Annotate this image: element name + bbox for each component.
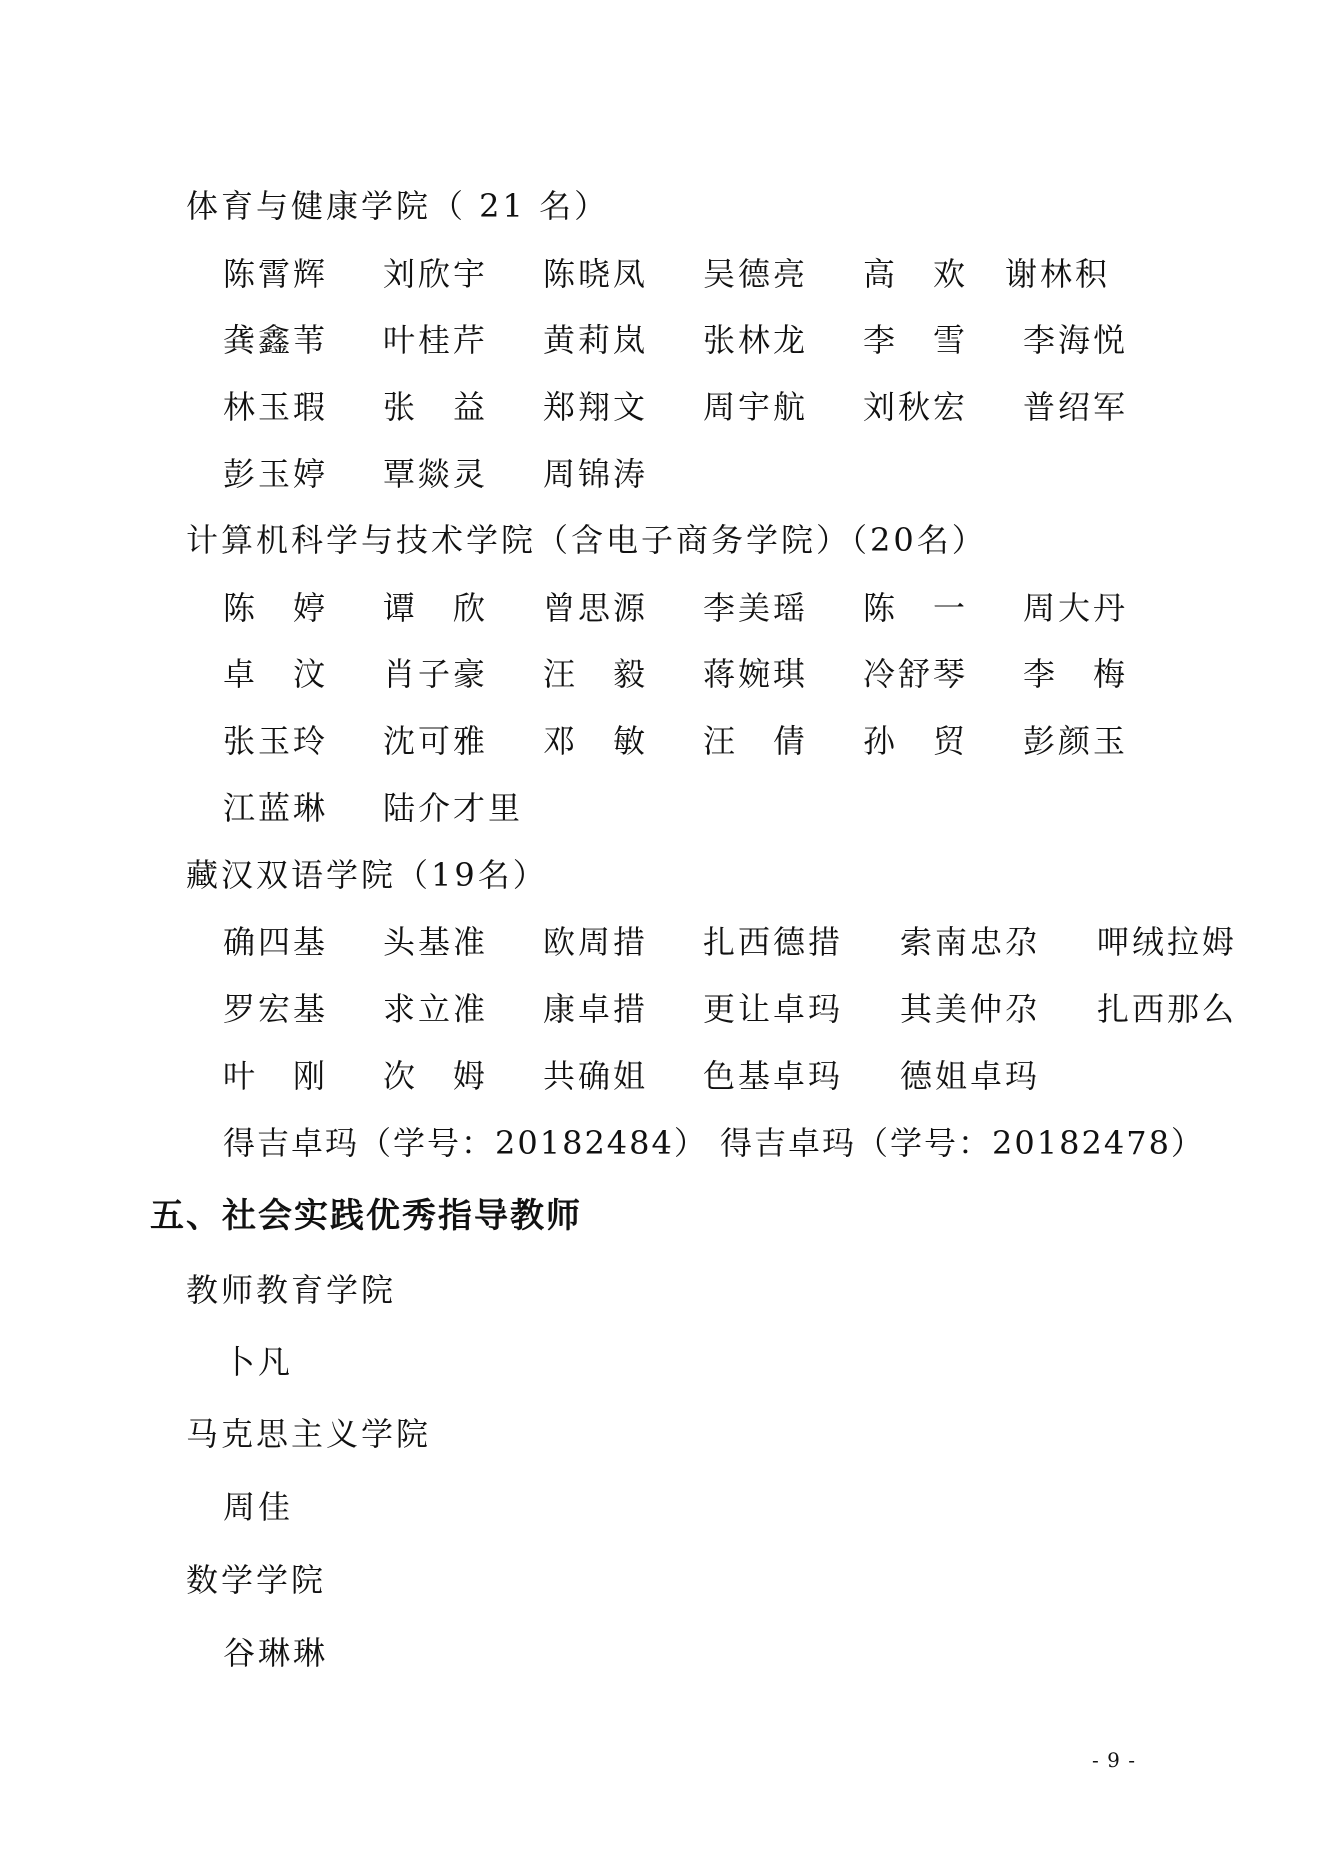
name-item: 周大丹 bbox=[1023, 589, 1129, 627]
name-item: 周宇航 bbox=[703, 388, 809, 426]
name-item: 彭玉婷 bbox=[223, 455, 329, 493]
group-heading-tibetan-chinese: 藏汉双语学院（19名） bbox=[186, 856, 548, 894]
name-item: 陆介才里 bbox=[383, 789, 524, 827]
name-item: 次 姆 bbox=[383, 1057, 489, 1095]
name-item: 陈晓凤 bbox=[543, 255, 649, 293]
group-heading-sports: 体育与健康学院（ 21 名） bbox=[186, 187, 610, 225]
name-item: 张林龙 bbox=[703, 321, 809, 359]
name-item: 沈可雅 bbox=[383, 722, 489, 760]
name-item: 叶 刚 bbox=[223, 1057, 329, 1095]
name-item: 扎西那么 bbox=[1097, 990, 1238, 1028]
name-item: 蒋婉琪 bbox=[703, 655, 809, 693]
name-item: 林玉瑕 bbox=[223, 388, 329, 426]
name-item: 欧周措 bbox=[543, 923, 649, 961]
name-item: 李美瑶 bbox=[703, 589, 809, 627]
name-item: 扎西德措 bbox=[703, 923, 844, 961]
name-item: 高 欢 bbox=[863, 255, 969, 293]
name-item: 康卓措 bbox=[543, 990, 649, 1028]
name-item: 郑翔文 bbox=[543, 388, 649, 426]
name-item: 覃燚灵 bbox=[383, 455, 489, 493]
name-item: 曾思源 bbox=[543, 589, 649, 627]
name-item: 龚鑫苇 bbox=[223, 321, 329, 359]
name-item: 李 梅 bbox=[1023, 655, 1129, 693]
name-item: 肖子豪 bbox=[383, 655, 489, 693]
name-item: 彭颜玉 bbox=[1023, 722, 1129, 760]
name-item: 色基卓玛 bbox=[703, 1057, 844, 1095]
teacher-name: 周佳 bbox=[223, 1488, 294, 1526]
name-item: 刘欣宇 bbox=[383, 255, 489, 293]
name-item: 卓 汶 bbox=[223, 655, 329, 693]
name-item: 孙 贸 bbox=[863, 722, 969, 760]
name-item: 谭 欣 bbox=[383, 589, 489, 627]
name-item: 陈 一 bbox=[863, 589, 969, 627]
name-item: 吴德亮 bbox=[703, 255, 809, 293]
name-item: 汪 倩 bbox=[703, 722, 809, 760]
student-id-line: 得吉卓玛（学号：20182484） 得吉卓玛（学号：20182478） bbox=[223, 1124, 1205, 1162]
teacher-name: 卜凡 bbox=[223, 1343, 294, 1381]
name-item: 李海悦 bbox=[1023, 321, 1129, 359]
page-number: - 9 - bbox=[1092, 1748, 1136, 1772]
name-item: 叶桂芹 bbox=[383, 321, 489, 359]
name-item: 刘秋宏 bbox=[863, 388, 969, 426]
name-item: 求立准 bbox=[383, 990, 489, 1028]
name-item: 黄莉岚 bbox=[543, 321, 649, 359]
name-item: 邓 敏 bbox=[543, 722, 649, 760]
name-item: 更让卓玛 bbox=[703, 990, 844, 1028]
name-item: 谢林积 bbox=[1005, 255, 1111, 293]
name-item: 其美仲尕 bbox=[900, 990, 1041, 1028]
name-item: 确四基 bbox=[223, 923, 329, 961]
name-item: 李 雪 bbox=[863, 321, 969, 359]
name-item: 江蓝琳 bbox=[223, 789, 329, 827]
college-name: 教师教育学院 bbox=[186, 1271, 397, 1309]
name-item: 陈 婷 bbox=[223, 589, 329, 627]
name-item: 张 益 bbox=[383, 388, 489, 426]
section-title: 五、社会实践优秀指导教师 bbox=[150, 1196, 582, 1236]
name-item: 陈霄辉 bbox=[223, 255, 329, 293]
name-item: 头基准 bbox=[383, 923, 489, 961]
name-item: 周锦涛 bbox=[543, 455, 649, 493]
name-item: 呷绒拉姆 bbox=[1097, 923, 1238, 961]
name-item: 冷舒琴 bbox=[863, 655, 969, 693]
name-item: 索南忠尕 bbox=[900, 923, 1041, 961]
name-item: 德姐卓玛 bbox=[900, 1057, 1041, 1095]
college-name: 数学学院 bbox=[186, 1561, 327, 1599]
name-item: 罗宏基 bbox=[223, 990, 329, 1028]
name-item: 共确姐 bbox=[543, 1057, 649, 1095]
name-item: 汪 毅 bbox=[543, 655, 649, 693]
name-item: 普绍军 bbox=[1023, 388, 1129, 426]
name-item: 张玉玲 bbox=[223, 722, 329, 760]
teacher-name: 谷琳琳 bbox=[223, 1634, 329, 1672]
college-name: 马克思主义学院 bbox=[186, 1415, 432, 1453]
group-heading-computer-science: 计算机科学与技术学院（含电子商务学院）（20名） bbox=[186, 521, 987, 559]
